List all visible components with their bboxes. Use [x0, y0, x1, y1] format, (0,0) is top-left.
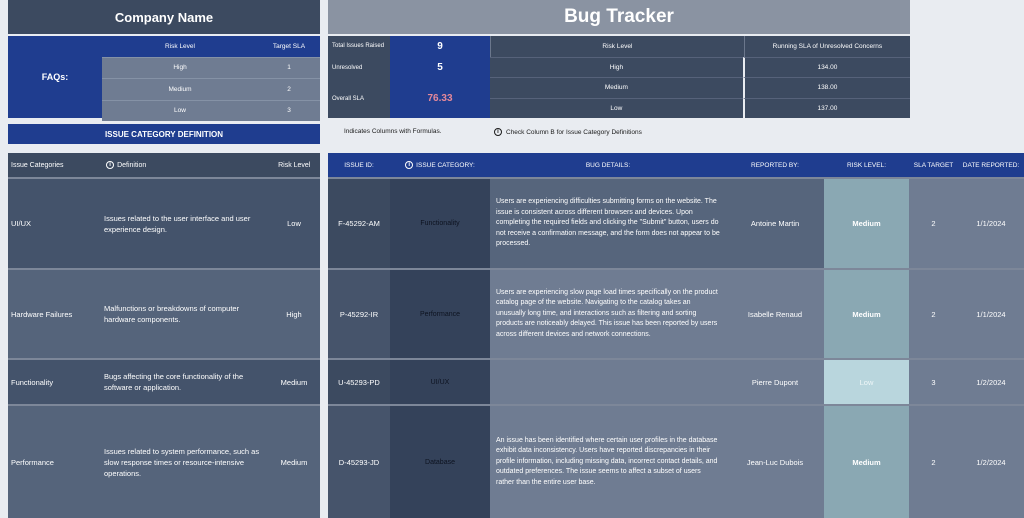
category-name: Performance — [11, 457, 54, 467]
category-name: UI/UX — [11, 219, 32, 228]
company-name: Company Name — [8, 0, 320, 34]
running-sla-value: 137.00 — [743, 98, 910, 119]
running-sla-row — [490, 57, 910, 78]
bug-row[interactable] — [328, 358, 1024, 404]
risk-level[interactable]: Medium — [824, 406, 909, 518]
faq-risk-level: Low — [174, 107, 186, 115]
category-definition: Issues related to system performance, such as slow response times or resource-intensive operations. — [104, 446, 260, 478]
category-header-row — [8, 153, 320, 177]
faq-row — [102, 100, 320, 122]
summary-overall-row — [328, 79, 490, 118]
info-icon: i — [494, 128, 502, 136]
category-name: Functionality — [11, 377, 54, 387]
summary-total-row — [328, 36, 490, 56]
bug-details[interactable]: Users are experiencing difficulties submitting forms on the website. The issue is consistent across different browsers and devices. Upon completing the required fields and clicking the "Submit" button, users do not receive a confirmation message, and the form does not appear to be processed. — [490, 179, 726, 268]
running-sla-table — [490, 36, 910, 118]
info-icon: i — [106, 161, 114, 169]
faq-target-sla: 1 — [287, 64, 291, 72]
category-row — [8, 404, 320, 518]
issue-id[interactable]: F-45292-AM — [328, 179, 390, 268]
col-definition-label: Definition — [117, 161, 147, 169]
total-issues-label: Total Issues Raised — [328, 36, 390, 56]
bug-row[interactable] — [328, 177, 1024, 268]
faq-label: FAQs: — [41, 72, 69, 82]
sla-target[interactable]: 3 — [909, 360, 958, 404]
running-sla-header-row — [490, 36, 910, 57]
date-reported[interactable]: 1/1/2024 — [958, 270, 1024, 358]
issue-category[interactable]: Performance — [390, 270, 490, 358]
col-reported-by: REPORTED BY: — [751, 161, 799, 169]
bug-details[interactable]: An issue has been identified where certain user profiles in the database exhibit data inconsistency. Users have reported discrepancies in their profile information, including missing data, incorrect contact details, and outdated preferences. The issue seems to affect a subset of users rather than the entire user base. — [490, 406, 726, 518]
category-definition: Malfunctions or breakdowns of computer hardware components. — [104, 304, 240, 324]
risk-level[interactable]: Medium — [824, 270, 909, 358]
summary-stats — [328, 36, 490, 118]
col-date-reported: DATE REPORTED: — [962, 161, 1020, 169]
faq-target-sla: 2 — [287, 85, 291, 93]
category-name: Hardware Failures — [11, 309, 73, 319]
category-definition: Issues related to the user interface and user experience design. — [104, 213, 251, 234]
col-sla-target: SLA TARGET — [913, 161, 954, 169]
running-sla-row — [490, 98, 910, 119]
issue-id[interactable]: D-45293-JD — [328, 406, 390, 518]
faq-risk-level: Medium — [168, 85, 192, 93]
formula-note — [344, 128, 442, 135]
category-risk: Medium — [280, 457, 308, 467]
sla-target[interactable]: 2 — [909, 270, 958, 358]
date-reported[interactable]: 1/2/2024 — [958, 360, 1024, 404]
risk-level[interactable]: Low — [824, 360, 909, 404]
running-risk-level: High — [490, 57, 743, 78]
unresolved-label: Unresolved — [328, 56, 390, 79]
date-reported[interactable]: 1/2/2024 — [958, 406, 1024, 518]
unresolved-value: 5 — [390, 56, 490, 79]
overall-sla-label: Overall SLA — [328, 79, 390, 118]
faq-risk-level: High — [173, 64, 187, 72]
running-sla-value: 134.00 — [743, 57, 910, 78]
faq-col-sla: Target SLA — [272, 42, 306, 50]
col-issue-category-label: ISSUE CATEGORY: — [416, 161, 475, 169]
issue-category[interactable]: Functionality — [390, 179, 490, 268]
running-sla-value: 138.00 — [743, 77, 910, 98]
col-risk-level: RISK LEVEL: — [846, 161, 887, 169]
issue-id[interactable]: U-45293-PD — [328, 360, 390, 404]
running-col-risk: Risk Level — [490, 36, 744, 57]
category-definition-table — [8, 153, 320, 518]
col-bug-details: BUG DETAILS: — [585, 161, 631, 169]
reported-by[interactable]: Pierre Dupont — [726, 360, 824, 404]
faq-header-row — [102, 36, 320, 57]
issue-id[interactable]: P-45292-IR — [328, 270, 390, 358]
formula-note-text: Indicates Columns with Formulas. — [344, 128, 442, 135]
category-risk: High — [286, 309, 302, 319]
summary-unresolved-row — [328, 56, 490, 79]
overall-sla-value: 76.33 — [390, 79, 490, 118]
col-issue-category — [390, 153, 490, 177]
category-definition: Bugs affecting the core functionality of the software or application. — [104, 372, 244, 392]
category-row — [8, 358, 320, 404]
bug-row[interactable] — [328, 404, 1024, 518]
bug-details[interactable]: Users are experiencing slow page load times specifically on the product catalog page of the website. Navigating to the catalog takes an unusually long time, and interactions such as filtering and sorting products are noticeably delayed. This issue has been reported by users across different devices and network connections. — [490, 270, 726, 358]
sla-target[interactable]: 2 — [909, 406, 958, 518]
sla-target[interactable]: 2 — [909, 179, 958, 268]
issue-category[interactable]: UI/UX — [390, 360, 490, 404]
faq-target-sla: 3 — [287, 107, 291, 115]
category-note-text: Check Column B for Issue Category Definitions — [506, 128, 642, 136]
reported-by[interactable]: Isabelle Renaud — [726, 270, 824, 358]
running-risk-level: Medium — [490, 77, 743, 98]
category-risk: Low — [287, 219, 301, 228]
category-row — [8, 177, 320, 268]
issue-category[interactable]: Database — [390, 406, 490, 518]
col-definition — [106, 153, 268, 177]
reported-by[interactable]: Antoine Martin — [726, 179, 824, 268]
reported-by[interactable]: Jean-Luc Dubois — [726, 406, 824, 518]
col-issue-categories: Issue Categories — [11, 161, 64, 169]
faq-col-risk: Risk Level — [165, 42, 195, 50]
running-risk-level: Low — [490, 98, 743, 119]
bug-details[interactable] — [490, 360, 726, 404]
bug-table — [328, 153, 1024, 518]
category-note — [494, 128, 642, 136]
total-issues-value: 9 — [390, 36, 490, 56]
running-col-sla: Running SLA of Unresolved Concerns — [744, 36, 910, 57]
col-issue-id: ISSUE ID: — [344, 161, 374, 169]
category-row — [8, 268, 320, 358]
col-risk-level: Risk Level — [278, 161, 311, 169]
info-icon: i — [405, 161, 413, 169]
running-sla-row — [490, 77, 910, 98]
page-title: Bug Tracker — [328, 0, 910, 34]
category-risk: Medium — [280, 377, 308, 387]
faq-row — [102, 78, 320, 100]
faq-row — [102, 57, 320, 79]
faq-table — [102, 36, 320, 118]
risk-level[interactable]: Medium — [824, 179, 909, 268]
bug-row[interactable] — [328, 268, 1024, 358]
date-reported[interactable]: 1/1/2024 — [958, 179, 1024, 268]
issue-category-definition-title: ISSUE CATEGORY DEFINITION — [8, 124, 320, 144]
bug-header-row — [328, 153, 1024, 177]
